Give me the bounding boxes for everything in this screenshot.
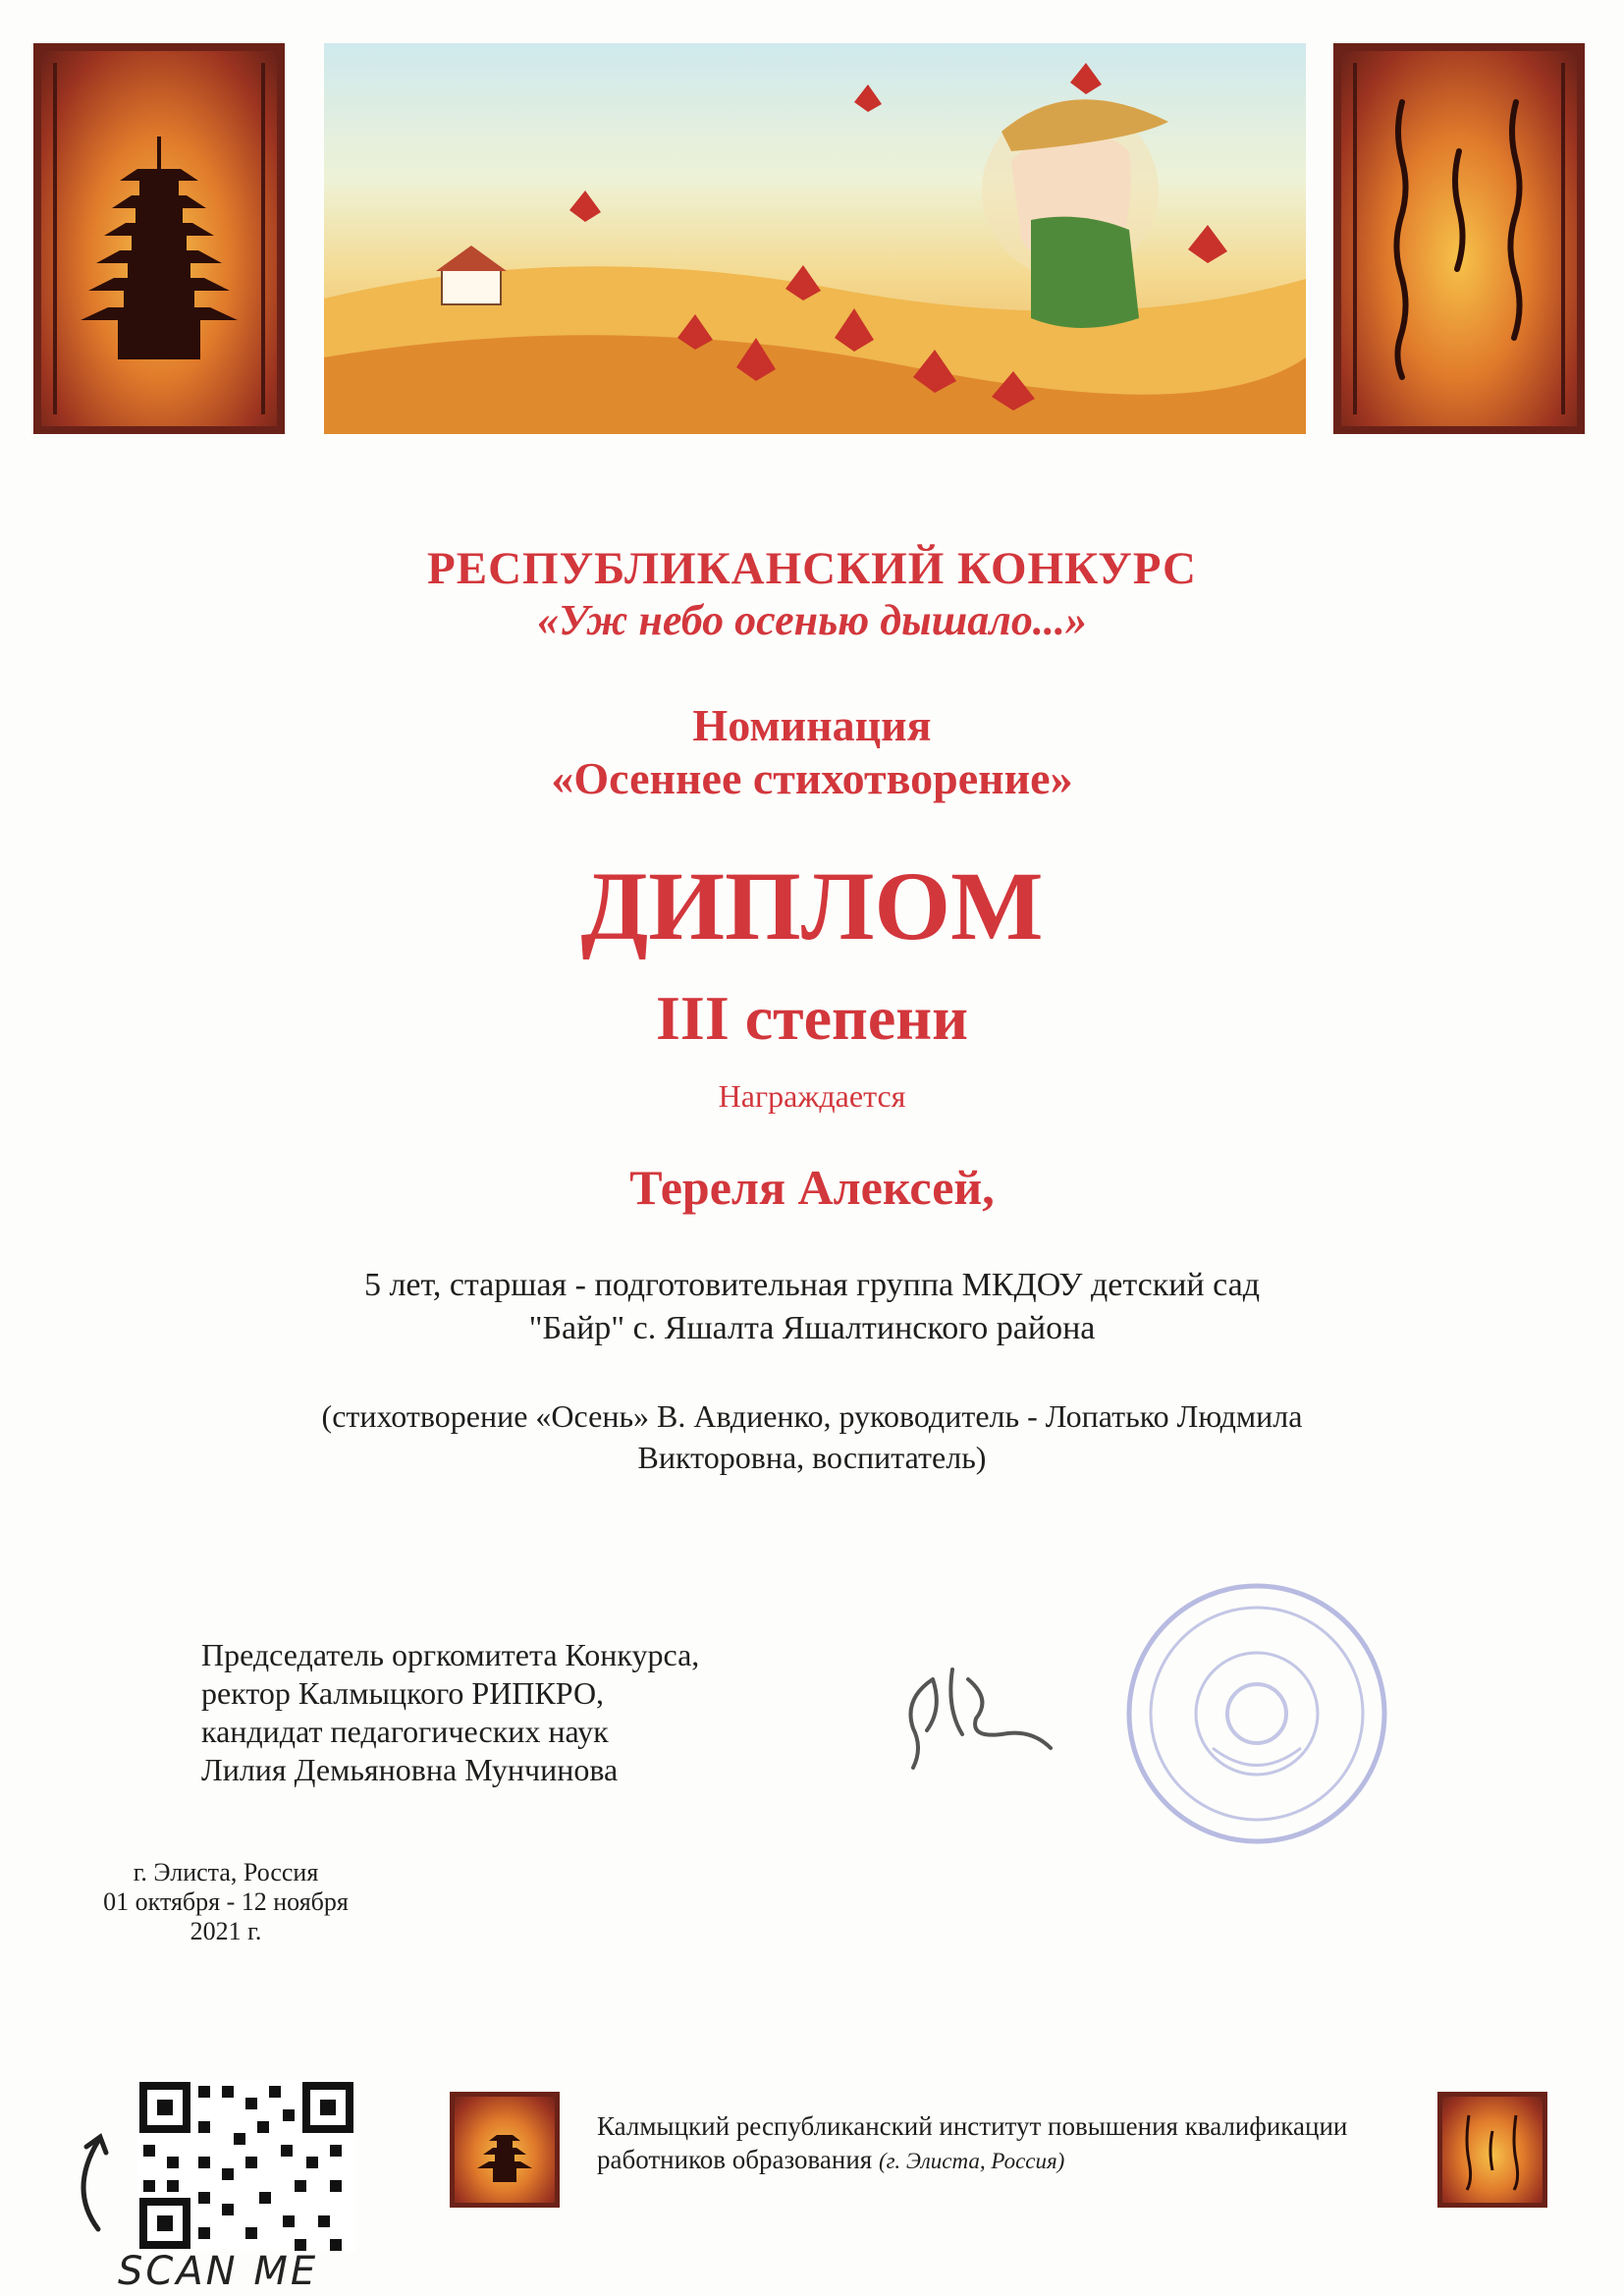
pagoda-icon-small (450, 2092, 560, 2208)
signatory-line3: кандидат педагогических наук (201, 1714, 609, 1749)
header-banner (33, 43, 1585, 434)
diploma-title: ДИПЛОМ (580, 851, 1044, 960)
contest-subtitle: «Уж небо осенью дышало...» (537, 596, 1087, 644)
qr-code (137, 2080, 355, 2251)
nomination-label: Номинация (692, 700, 932, 750)
vertical-script-icon (1333, 43, 1585, 434)
place-date-block (59, 1858, 393, 1946)
pagoda-icon (33, 43, 285, 434)
place: г. Элиста, Россия (133, 1858, 319, 1886)
diploma-degree: III степени (656, 983, 968, 1053)
scan-me-label: SCAN ME (118, 2249, 319, 2294)
institute-block (597, 2109, 1347, 2178)
work-details-line1: (стихотворение «Осень» В. Авдиенко, руководитель - Лопатько Людмила (321, 1398, 1303, 1434)
institute-city: (г. Элиста, Россия) (878, 2149, 1065, 2173)
recipient-name: Тереля Алексей, (629, 1160, 995, 1215)
recipient-details-line2: "Байр" с. Яшалта Яшалтинского района (528, 1310, 1096, 1346)
signatory-block (201, 1636, 699, 1789)
institute-line2-main: работников образования (597, 2145, 879, 2174)
pagoda-panel-left (33, 43, 285, 434)
recipient-details-line1: 5 лет, старшая - подготовительная группа МКДОУ детский сад (363, 1267, 1261, 1303)
signatory-line1: Председатель оргкомитета Конкурса, (201, 1637, 700, 1672)
official-stamp (1119, 1571, 1394, 1856)
script-emblem-small (1437, 2092, 1547, 2208)
institute-line1: Калмыцкий республиканский институт повышения квалификации (597, 2111, 1348, 2141)
signatory-line4: Лилия Демьяновна Мунчинова (201, 1752, 619, 1787)
autumn-illustration (324, 43, 1306, 434)
pagoda-emblem-small (450, 2092, 560, 2208)
awarded-label: Награждается (718, 1078, 906, 1114)
institute-line2 (597, 2143, 1347, 2178)
date-range: 01 октября - 12 ноября (103, 1887, 349, 1916)
work-details-line2: Викторовна, воспитатель) (637, 1440, 987, 1475)
handwritten-signature (874, 1640, 1070, 1777)
vertical-script-icon-small (1437, 2092, 1547, 2208)
signatory-line2: ректор Калмыцкого РИПКРО, (201, 1675, 605, 1711)
scan-arrow-icon (59, 2121, 137, 2239)
mongolian-script-panel-right (1333, 43, 1585, 434)
contest-title: РЕСПУБЛИКАНСКИЙ КОНКУРС (427, 543, 1197, 594)
nomination-name: «Осеннее стихотворение» (551, 753, 1073, 803)
year: 2021 г. (189, 1917, 262, 1945)
